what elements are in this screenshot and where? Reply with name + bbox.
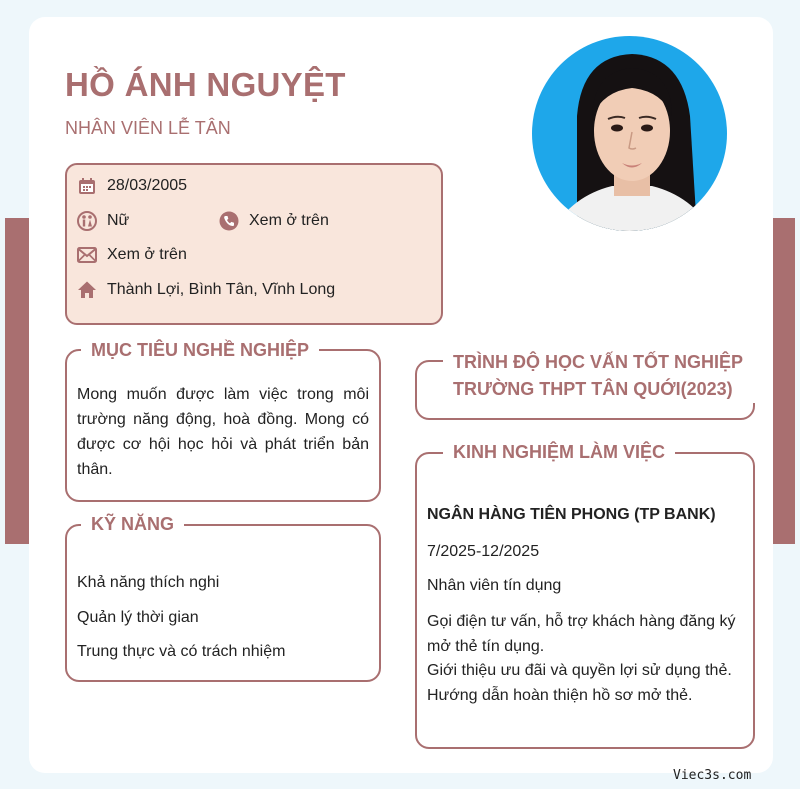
email-row [77, 245, 187, 265]
calendar-icon [77, 176, 97, 196]
experience-period: 7/2025-12/2025 [427, 543, 540, 560]
address-value: Thành Lợi, Bình Tân, Vĩnh Long [107, 281, 336, 298]
education-title [443, 349, 765, 403]
gender-value: Nữ [107, 212, 130, 229]
candidate-name: HỒ ÁNH NGUYỆT [65, 66, 346, 103]
phone-icon [219, 211, 239, 231]
objective-title: MỤC TIÊU NGHỀ NGHIỆP [81, 339, 319, 361]
education-school: TRƯỜNG THPT TÂN QUỚI(2023) [453, 379, 733, 399]
skills-title: KỸ NĂNG [81, 513, 184, 535]
objective-text: Mong muốn được làm việc trong môi trường năng động, hoà đồng. Mong có được cơ hội học hỏi và phát triển bản thân. [77, 386, 369, 478]
left-accent-bar [5, 218, 29, 544]
experience-title: KINH NGHIỆM LÀM VIỆC [443, 441, 675, 463]
education-heading: TRÌNH ĐỘ HỌC VẤN TỐT NGHIỆP [453, 352, 744, 372]
experience-company: NGÂN HÀNG TIÊN PHONG (TP BANK) [427, 506, 716, 523]
birthdate-value: 28/03/2005 [107, 177, 188, 194]
experience-position: Nhân viên tín dụng [427, 577, 562, 594]
gender-row [77, 211, 129, 231]
phone-value: Xem ở trên [249, 212, 329, 229]
email-icon [77, 245, 97, 265]
profile-photo [532, 36, 727, 231]
skill-item: Quản lý thời gian [77, 609, 199, 626]
candidate-role: NHÂN VIÊN LỄ TÂN [65, 118, 231, 138]
email-value: Xem ở trên [107, 246, 187, 263]
home-icon [77, 280, 97, 300]
right-accent-bar [773, 218, 795, 544]
address-row [77, 280, 335, 300]
experience-description: Gọi điện tư vấn, hỗ trợ khách hàng đăng ký mở thẻ tín dụng. Giới thiệu ưu đãi và quyền lợi sử dụng thẻ. Hướng dẫn hoàn thiện hồ sơ mở thẻ. [427, 613, 736, 704]
watermark: Viec3s.com [673, 768, 752, 783]
birthdate-row [77, 176, 187, 196]
skill-item: Trung thực và có trách nhiệm [77, 643, 286, 660]
phone-row [219, 211, 329, 231]
gender-icon [77, 211, 97, 231]
skill-item: Khả năng thích nghi [77, 574, 220, 591]
